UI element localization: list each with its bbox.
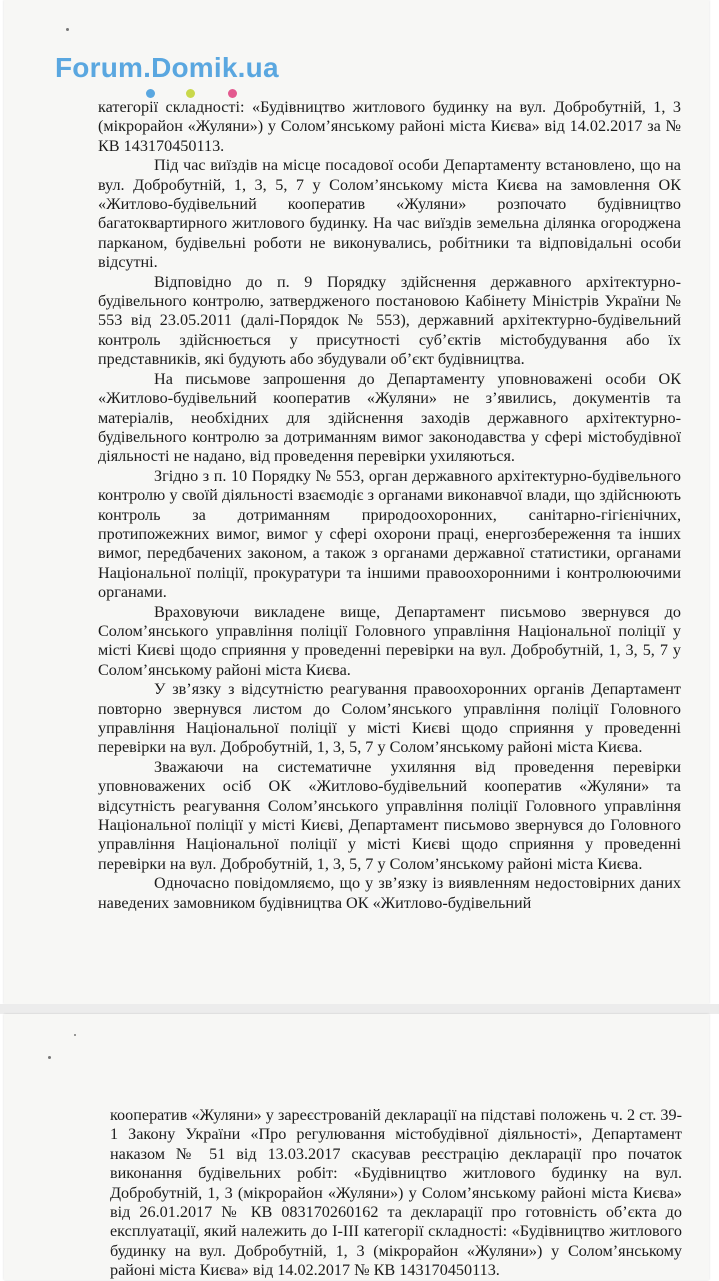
paragraph: Враховуючи викладене вище, Департамент письмово звернувся до Солом’янського управління поліції Головного управління Національної поліції у місті Києві щодо сприяння у проведенні перевірки на вул. Добробутній, 1, 3, 5, 7 у Солом’янському районі міста Києва.	[98, 602, 681, 679]
watermark-logo: Forum.Domik.ua	[55, 52, 279, 83]
paragraph: кооператив «Жуляни» у зареєстрованій декларації на підставі положень ч. 2 ст. 39-1 Закону України «Про регулювання містобудівної діяльності», Департамент наказом № 51 від 13.03.2017 скасував реєстрацію декларації про початок виконання будівельних робіт: «Будівництво житлового будинку на вул. Добробутній, 1, 3 (мікрорайон «Жуляни») у Солом’янському районі міста Києва» від 26.01.2017 № КВ 083170260162 та декларації про готовність об’єкта до експлуатації, який належить до І-ІІІ категорії складності: «Будівництво житлового будинку на вул. Добробутній, 1, 3 (мікрорайон «Жуляни») у Солом’янському районі міста Києва» від 14.02.2017 № КВ 143170450113.	[110, 1106, 682, 1280]
scan-speck	[48, 1056, 51, 1059]
paragraph: Відповідно до п. 9 Порядку здійснення державного архітектурно-будівельного контролю, затвердженого постановою Кабінету Міністрів України № 553 від 23.05.2011 (далі-Порядок № 553), державний архітектурно-будівельний контроль здійснюється у присутності суб’єктів містобудування або їх представників, які будують або збудували об’єкт будівництва.	[98, 272, 681, 369]
scan-speck	[66, 28, 69, 31]
page-1-body	[98, 98, 681, 913]
paragraph: Під час виїздів на місце посадової особи Департаменту встановлено, що на вул. Добробутній, 1, 3, 5, 7 у Солом’янському міста Києва на замовлення ОК «Житлово-будівельний кооператив «Жуляни» розпочато будівництво багатоквартирного житлового будинку. На час виїздів земельна ділянка огороджена парканом, будівельні роботи не виконувались, робітники та відповідальні особи відсутні.	[98, 156, 681, 272]
page-separator	[0, 1004, 719, 1014]
paragraph: На письмове запрошення до Департаменту уповноважені особи ОК «Житлово-будівельний кооператив «Жуляни» не з’явились, документів та матеріалів, необхідних для здійснення заходів державного архітектурно-будівельного контролю за дотриманням вимог законодавства у сфері містобудівної діяльності не надано, від проведення перевірки ухиляються.	[98, 369, 681, 466]
scan-speck	[74, 1034, 76, 1036]
watermark-dot-blue	[146, 89, 155, 98]
paragraph: У зв’язку з відсутністю реагування правоохоронних органів Департамент повторно звернувся листом до Солом’янського управління поліції Головного управління Національної поліції у місті Києві щодо сприяння у проведенні перевірки на вул. Добробутній, 1, 3, 5, 7 у Солом’янському районі міста Києва.	[98, 680, 681, 757]
watermark-dot-pink	[228, 89, 237, 98]
page-2-body	[110, 1106, 682, 1281]
watermark-dot-green	[186, 89, 195, 98]
paragraph: Зважаючи на систематичне ухиляння від проведення перевірки уповноважених осіб ОК «Житлово-будівельний кооператив «Жуляни» та відсутність реагування Солом’янського управління поліції Головного управління Національної поліції у місті Києві, Департамент письмово звернувся до Головного управління Національної поліції у місті Києві щодо сприяння у проведенні перевірки на вул. Добробутній, 1, 3, 5, 7 у Солом’янському районі міста Києва.	[98, 757, 681, 873]
paragraph: Згідно з п. 10 Порядку № 553, орган державного архітектурно-будівельного контролю у своїй діяльності взаємодіє з органами виконавчої влади, що здійснюють контроль за дотриманням природоохоронних, санітарно-гігієнічних, протипожежних вимог, вимог у сфері охорони праці, енергозбереження та інших вимог, передбачених законом, а також з органами державної статистики, органами Національної поліції, прокуратури та іншими правоохоронними і контролюючими органами.	[98, 466, 681, 602]
paragraph: Одночасно повідомляємо, що у зв’язку із виявленням недостовірних даних наведених замовником будівництва ОК «Житлово-будівельний	[98, 874, 681, 912]
paragraph: категорії складності: «Будівництво житлового будинку на вул. Добробутній, 1, 3 (мікрорайон «Жуляни») у Солом’янському районі міста Києва» від 14.02.2017 за № КВ 143170450113.	[98, 98, 681, 155]
